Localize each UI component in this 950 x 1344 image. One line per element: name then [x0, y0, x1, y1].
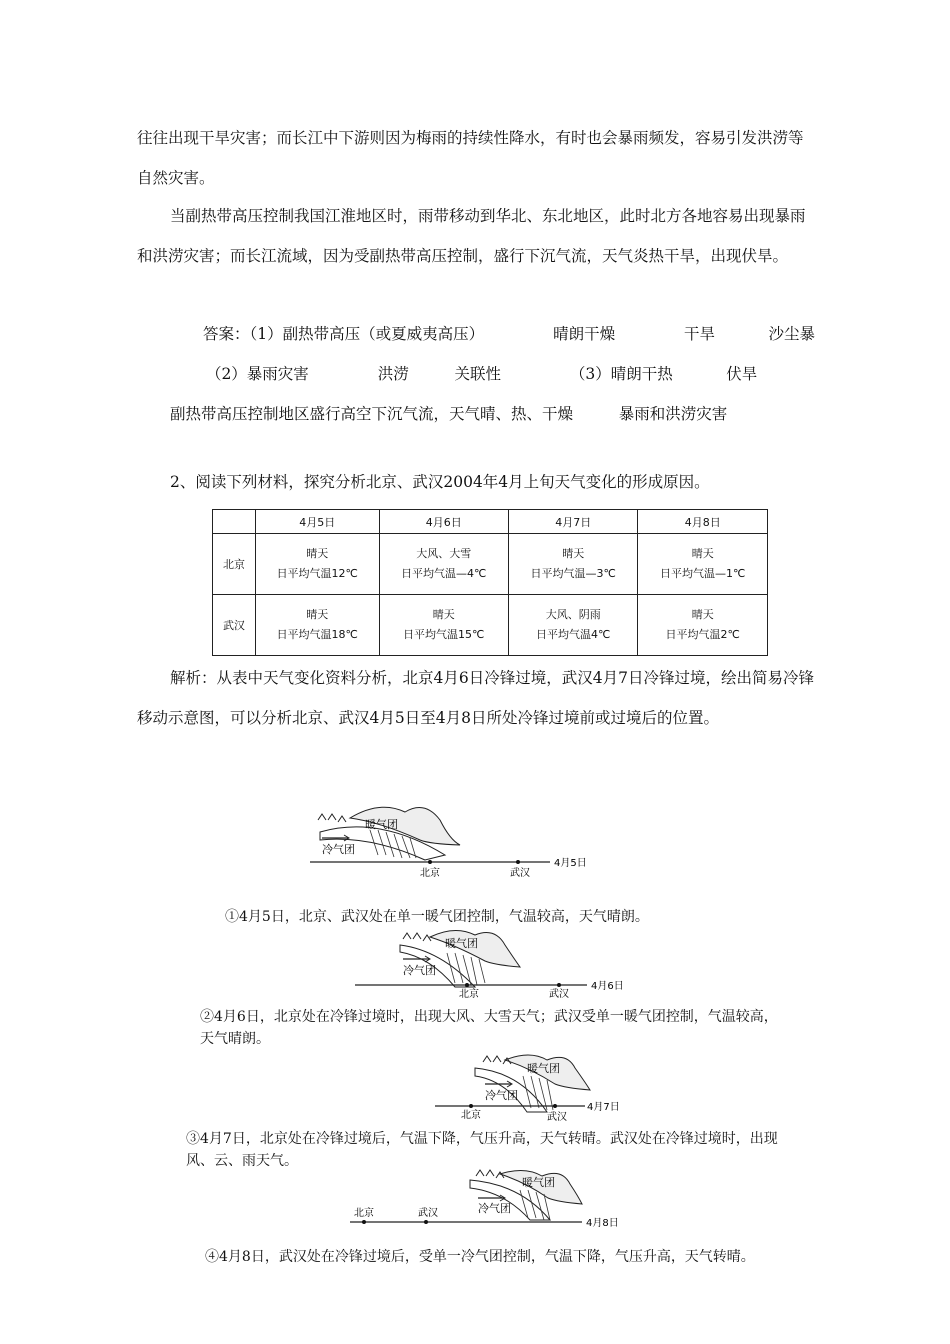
- answer-part: 答案：（1）副热带高压（或夏威夷高压）: [203, 325, 485, 343]
- beijing-dot: [428, 860, 432, 864]
- cold-air-label: 冷气团: [485, 1089, 518, 1102]
- beijing-label: 北京: [459, 989, 479, 1000]
- table-cell: [508, 534, 637, 595]
- cell-temp: 日平均气温—3℃: [530, 567, 616, 580]
- wuhan-dot: [516, 860, 520, 864]
- answer-part: 副热带高压控制地区盛行高空下沉气流，天气晴、热、干燥: [170, 405, 574, 423]
- answer-part: 关联性: [454, 365, 501, 383]
- cell-weather: 晴天: [306, 608, 329, 621]
- wuhan-dot: [553, 1104, 557, 1108]
- table-cell: [379, 595, 508, 656]
- beijing-label: 北京: [354, 1208, 374, 1219]
- cell-weather: 大风、阴雨: [545, 608, 601, 621]
- answer-part: 暴雨和洪涝灾害: [618, 405, 728, 423]
- caption-1: ①4月5日，北京、武汉处在单一暖气团控制，气温较高，天气晴朗。: [225, 909, 649, 925]
- table-header-cell: 4月5日: [256, 510, 380, 534]
- beijing-dot: [469, 1104, 473, 1108]
- cold-air-label: 冷气团: [403, 964, 436, 977]
- cold-air-label: 冷气团: [322, 843, 355, 856]
- answer-part: （3）晴朗干热: [569, 365, 673, 383]
- cell-temp: 日平均气温12℃: [276, 567, 358, 580]
- warm-air-label: 暖气团: [522, 1176, 555, 1189]
- paragraph-drought: 往往出现干旱灾害；而长江中下游则因为梅雨的持续性降水，有时也会暴雨频发，容易引发洪涝等自然灾害。: [137, 129, 804, 187]
- question-2: 2、阅读下列材料，探究分析北京、武汉2004年4月上旬天气变化的形成原因。: [170, 473, 710, 491]
- table-cell: [379, 534, 508, 595]
- beijing-label: 北京: [420, 868, 440, 879]
- answer-part: 晴朗干燥: [553, 325, 616, 343]
- table-cell: [256, 534, 380, 595]
- paragraph-subtropical-high: 当副热带高压控制我国江淮地区时，雨带移动到华北、东北地区，此时北方各地容易出现暴雨和洪涝灾害；而长江流域，因为受副热带高压控制，盛行下沉气流，天气炎热干旱，出现伏旱。: [137, 207, 806, 265]
- date-label: 4月7日: [587, 1102, 620, 1113]
- wuhan-label: 武汉: [418, 1208, 438, 1219]
- beijing-dot: [465, 983, 469, 987]
- cell-temp: 日平均气温—4℃: [401, 567, 487, 580]
- answer-part: （2）暴雨灾害: [205, 365, 309, 383]
- warm-air-label: 暖气团: [527, 1062, 560, 1075]
- wuhan-dot: [557, 983, 561, 987]
- cold-front-diagram-apr7: [435, 1050, 650, 1122]
- warm-air-label: 暖气团: [445, 937, 478, 950]
- table-row-wuhan: [213, 595, 768, 656]
- cell-temp: 日平均气温—1℃: [660, 567, 746, 580]
- cell-temp: 日平均气温18℃: [276, 628, 358, 641]
- answer-paragraph: [137, 314, 815, 434]
- cell-temp: 日平均气温4℃: [536, 628, 611, 641]
- date-label: 4月8日: [586, 1218, 619, 1229]
- answer-part: 伏旱: [726, 365, 758, 383]
- beijing-dot: [362, 1220, 366, 1224]
- cell-temp: 日平均气温2℃: [665, 628, 740, 641]
- cell-weather: 晴天: [691, 547, 714, 560]
- beijing-label: 北京: [461, 1110, 481, 1121]
- cold-front-diagram-apr8: [350, 1168, 620, 1232]
- cold-front-diagram-apr5: [310, 800, 600, 885]
- analysis-paragraph: 解析：从表中天气变化资料分析，北京4月6日冷锋过境，武汉4月7日冷锋过境，绘出简易冷锋移动示意图，可以分析北京、武汉4月5日至4月8日所处冷锋过境前或过境后的位置。: [137, 669, 814, 727]
- wuhan-label: 武汉: [547, 1112, 567, 1122]
- wuhan-label: 武汉: [549, 989, 569, 1000]
- cold-air-label: 冷气团: [478, 1202, 511, 1215]
- cell-weather: 大风、大雪: [416, 547, 472, 560]
- cell-weather: 晴天: [432, 608, 455, 621]
- wuhan-label: 武汉: [510, 868, 530, 879]
- table-cell: [256, 595, 380, 656]
- table-cell: [508, 595, 637, 656]
- table-cell: [638, 595, 768, 656]
- cell-weather: 晴天: [306, 547, 329, 560]
- row-label-wuhan: 武汉: [213, 595, 256, 656]
- table-cell: [638, 534, 768, 595]
- cell-weather: 晴天: [691, 608, 714, 621]
- warm-air-label: 暖气团: [365, 818, 398, 831]
- date-label: 4月5日: [554, 858, 587, 869]
- caption-3: ③4月7日，北京处在冷锋过境后，气温下降，气压升高，天气转晴。武汉处在冷锋过境时，出现风、云、雨天气。: [186, 1131, 778, 1169]
- table-header-row: [213, 510, 768, 534]
- weather-table: [212, 509, 768, 656]
- caption-2: ②4月6日，北京处在冷锋过境时，出现大风、大雪天气；武汉受单一暖气团控制，气温较高，天气晴朗。: [200, 1009, 778, 1047]
- table-corner-cell: [213, 510, 256, 534]
- cell-temp: 日平均气温15℃: [403, 628, 485, 641]
- answer-part: 沙尘暴: [768, 325, 815, 343]
- cold-front-diagram-apr6: [355, 925, 635, 1000]
- date-label: 4月6日: [591, 981, 624, 992]
- row-label-beijing: 北京: [213, 534, 256, 595]
- table-header-cell: 4月6日: [379, 510, 508, 534]
- answer-part: 干旱: [684, 325, 716, 343]
- table-header-cell: 4月7日: [508, 510, 637, 534]
- wuhan-dot: [424, 1220, 428, 1224]
- cell-weather: 晴天: [562, 547, 585, 560]
- table-row-beijing: [213, 534, 768, 595]
- caption-4: ④4月8日，武汉处在冷锋过境后，受单一冷气团控制，气温下降，气压升高，天气转晴。: [205, 1249, 755, 1265]
- table-header-cell: 4月8日: [638, 510, 768, 534]
- answer-part: 洪涝: [377, 365, 409, 383]
